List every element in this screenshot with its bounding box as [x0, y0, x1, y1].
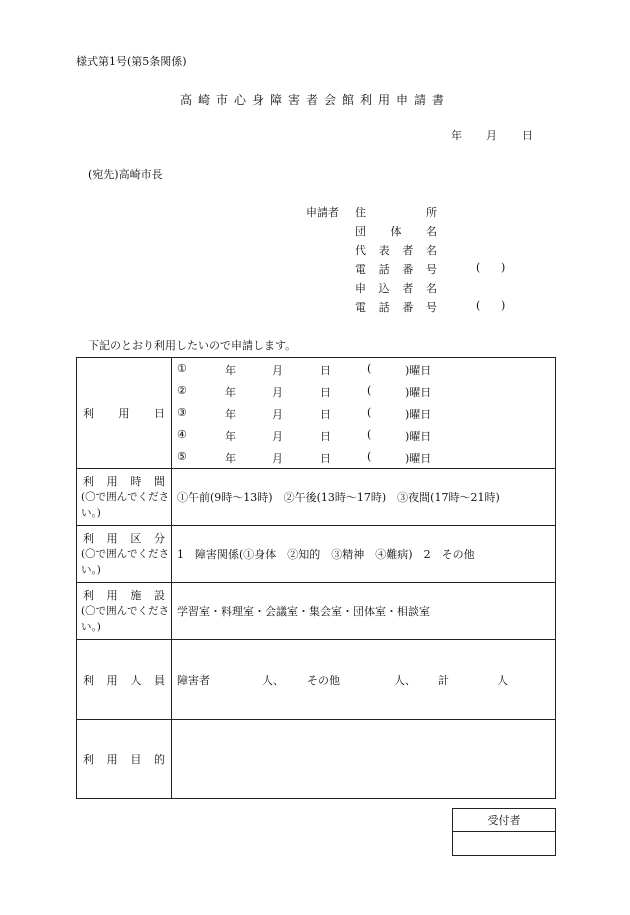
date-paren: (	[367, 406, 372, 419]
date-year-label: 年	[451, 129, 462, 142]
persons-label: 利用人員	[83, 673, 165, 687]
applicant-name-field[interactable]	[355, 280, 437, 296]
date-row-number: ①	[177, 362, 187, 375]
facility-note: (〇で囲んでください。)	[81, 605, 170, 633]
applicant-label: 申請者	[306, 206, 339, 219]
date-day: 日	[320, 430, 331, 443]
purpose-field[interactable]	[172, 720, 556, 799]
representative-label: 代表者名	[355, 244, 437, 257]
date-month-label: 月	[486, 129, 497, 142]
date-weekday: )曜日	[405, 452, 432, 465]
group-name-field[interactable]	[355, 223, 437, 239]
purpose-label-cell	[77, 720, 172, 799]
date-month: 月	[272, 364, 283, 377]
date-day: 日	[320, 386, 331, 399]
date-row-number: ②	[177, 384, 187, 397]
date-year: 年	[225, 364, 236, 377]
date-day: 日	[320, 364, 331, 377]
date-paren: (	[367, 450, 372, 463]
form-title: 高崎市心身障害者会館利用申請書	[179, 93, 450, 107]
receiver-label: 受付者	[453, 809, 556, 832]
persons-total-label: 計	[438, 674, 449, 687]
date-month: 月	[272, 452, 283, 465]
group-name-label: 団体名	[355, 225, 437, 238]
facility-label-cell	[77, 583, 172, 640]
intro-text: 下記のとおり利用したいので申請します。	[88, 339, 297, 352]
date-paren: (	[367, 362, 372, 375]
date-row-number: ③	[177, 406, 187, 419]
usage-date-row-2[interactable]	[172, 380, 556, 402]
usage-category-note: (〇で囲んでください。)	[81, 548, 170, 576]
date-paren: (	[367, 428, 372, 441]
receiver-stamp-field[interactable]	[453, 832, 556, 856]
persons-unit-3: 人	[497, 674, 508, 687]
phone2-paren-open: (	[476, 299, 481, 312]
persons-field[interactable]	[172, 640, 556, 720]
purpose-label: 利用目的	[83, 753, 165, 766]
phone2-paren-close: )	[501, 299, 506, 312]
representative-field[interactable]	[355, 242, 437, 258]
date-weekday: )曜日	[405, 408, 432, 421]
usage-date-row-3[interactable]	[172, 402, 556, 424]
usage-category-label-cell	[77, 526, 172, 583]
date-weekday: )曜日	[405, 386, 432, 399]
usage-date-row-1[interactable]	[172, 358, 556, 381]
persons-unit-1: 人、	[262, 674, 284, 687]
usage-date-row-5[interactable]	[172, 446, 556, 469]
date-month: 月	[272, 430, 283, 443]
receiver-box	[452, 808, 556, 856]
date-year: 年	[225, 386, 236, 399]
facility-label: 利用施設	[83, 589, 165, 602]
persons-other-label: その他	[307, 674, 340, 687]
date-day-label: 日	[522, 129, 533, 142]
form-number: 様式第1号(第5条関係)	[76, 55, 187, 68]
date-paren: (	[367, 384, 372, 397]
date-weekday: )曜日	[405, 430, 432, 443]
date-month: 月	[272, 408, 283, 421]
phone1-field[interactable]	[355, 261, 437, 277]
date-year: 年	[225, 408, 236, 421]
date-year: 年	[225, 452, 236, 465]
usage-date-label-cell	[77, 358, 172, 469]
facility-options[interactable]: 学習室・料理室・会議室・集会室・団体室・相談室	[172, 583, 556, 640]
phone1-paren-close: )	[501, 261, 506, 274]
usage-category-options[interactable]: 1 障害関係(①身体 ②知的 ③精神 ④難病) 2 その他	[172, 526, 556, 583]
usage-category-label: 利用区分	[83, 532, 165, 545]
date-row-number: ④	[177, 428, 187, 441]
address-label: 住所	[355, 206, 437, 219]
phone1-label: 電話番号	[355, 263, 437, 276]
date-day: 日	[320, 452, 331, 465]
persons-unit-2: 人、	[394, 674, 416, 687]
usage-date-label: 利用日	[83, 407, 165, 420]
date-weekday: )曜日	[405, 364, 432, 377]
persons-disabled-label: 障害者	[177, 674, 210, 687]
application-table	[76, 357, 556, 799]
usage-date-row-4[interactable]	[172, 424, 556, 446]
persons-label-cell	[77, 640, 172, 720]
date-month: 月	[272, 386, 283, 399]
usage-time-label: 利用時間	[83, 475, 165, 488]
date-year: 年	[225, 430, 236, 443]
usage-time-note: (〇で囲んでください。)	[81, 491, 170, 519]
phone1-paren-open: (	[476, 261, 481, 274]
usage-time-label-cell	[77, 469, 172, 526]
phone2-label: 電話番号	[355, 301, 437, 314]
date-row-number: ⑤	[177, 450, 187, 463]
addressee: (宛先)高崎市長	[88, 168, 163, 181]
phone2-field[interactable]	[355, 299, 437, 315]
address-field[interactable]	[355, 204, 437, 220]
date-day: 日	[320, 408, 331, 421]
applicant-name-label: 申込者名	[355, 282, 437, 295]
usage-time-options[interactable]: ①午前(9時〜13時) ②午後(13時〜17時) ③夜間(17時〜21時)	[172, 469, 556, 526]
